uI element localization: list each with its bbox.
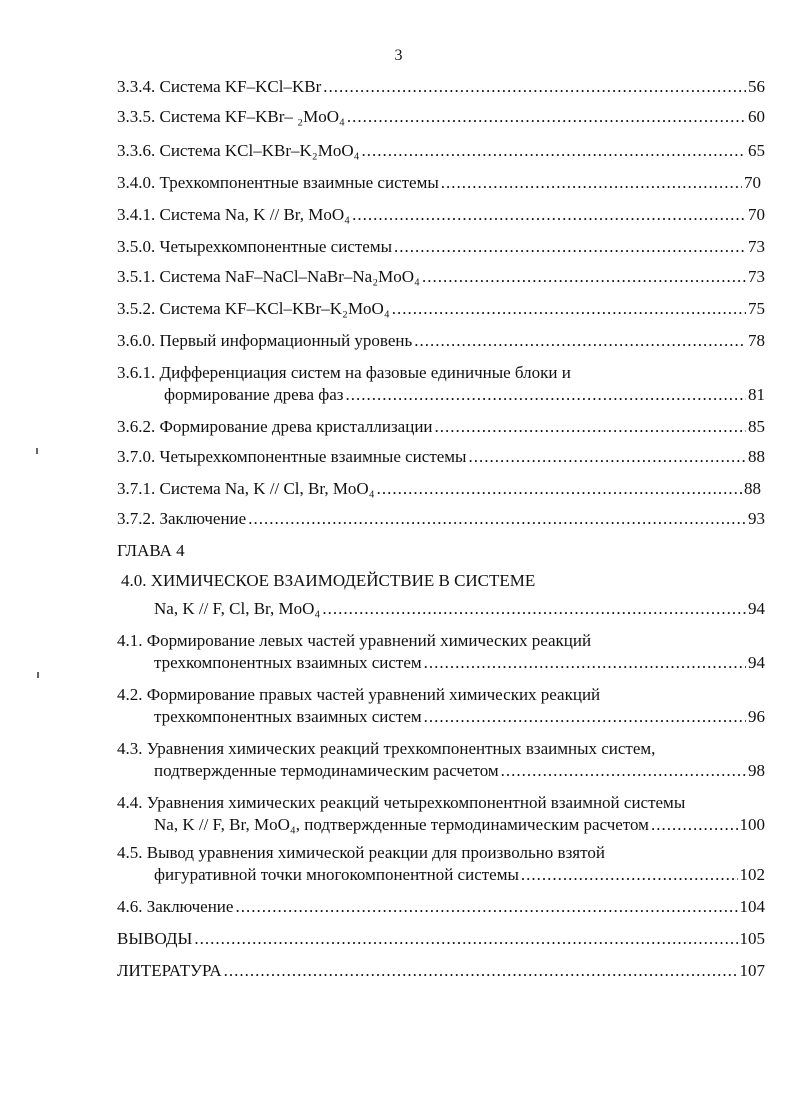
toc-entry-literature [117, 960, 765, 982]
toc-entry-number: 3.3.5. [117, 107, 156, 126]
toc-entry-second-line [154, 760, 765, 782]
toc-entry-number: 3.5.0. [117, 237, 156, 256]
toc-entry-title: Четырехкомпонентные взаимные системы [159, 447, 467, 466]
toc-entry-page: 96 [748, 707, 765, 726]
toc-entry-title: Заключение [146, 897, 234, 916]
toc-entry-title-continued: Na, K // F, Cl, Br, MoO₄ [154, 599, 321, 618]
toc-entry-number: 3.5.1. [117, 267, 156, 286]
toc-entry-page: 65 [748, 141, 765, 160]
toc-entry-number: 3.3.4. [117, 77, 156, 96]
toc-entry-page: 73 [748, 237, 765, 256]
toc-entry-page: 105 [739, 929, 765, 948]
page-number: 3 [394, 47, 403, 64]
toc-entry-title: Формирование левых частей уравнений химических реакций [146, 631, 592, 650]
toc-entry-first-line [117, 630, 591, 652]
toc-entry-title: Уравнения химических реакций четырехкомпонентной взаимной системы [146, 793, 686, 812]
toc-entry [117, 478, 761, 500]
toc-entry-page: 70 [744, 173, 761, 192]
toc-entry [117, 266, 765, 288]
toc-entry-page: 73 [748, 267, 765, 286]
toc-entry-title: Формирование древа кристаллизации [159, 417, 433, 436]
toc-entry-title: Система KF–KCl–KBr [159, 77, 322, 96]
toc-entry-title: Формирование правых частей уравнений химических реакций [146, 685, 601, 704]
toc-entry [117, 204, 765, 226]
toc-entry [117, 236, 765, 258]
toc-entry-number: 4.6. [117, 897, 143, 916]
toc-entry-number: 3.4.0. [117, 173, 156, 192]
toc-entry-second-line [154, 864, 765, 886]
chapter-section-heading [121, 570, 535, 592]
toc-entry-page: 60 [748, 107, 765, 126]
toc-entry [117, 416, 765, 438]
toc-entry [117, 446, 765, 468]
toc-entry-page: 93 [748, 509, 765, 528]
toc-entry-number: 3.4.1. [117, 205, 156, 224]
toc-entry-page: 94 [748, 599, 765, 618]
toc-entry-page: 104 [739, 897, 765, 916]
chapter-heading: ГЛАВА 4 [117, 541, 185, 560]
toc-entry [117, 896, 765, 918]
toc-entry-title: Вывод уравнения химической реакции для произвольно взятой [146, 843, 605, 862]
toc-entry-number: 4.0. [121, 571, 147, 590]
toc-entry [117, 298, 765, 320]
toc-entry-first-line [117, 362, 571, 384]
toc-entry-title: ЛИТЕРАТУРА [117, 961, 222, 980]
toc-entry [117, 106, 765, 128]
toc-entry-number: 4.5. [117, 843, 143, 862]
toc-entry-page: 70 [748, 205, 765, 224]
toc-entry-number: 3.7.0. [117, 447, 156, 466]
toc-entry [117, 508, 765, 530]
toc-entry-title: Первый информационный уровень [159, 331, 413, 350]
toc-entry-page: 75 [748, 299, 765, 318]
toc-entry-title-continued: трехкомпонентных взаимных систем [154, 653, 422, 672]
toc-entry-title: Система KF–KCl–KBr–K₂MoO₄ [159, 299, 390, 318]
toc-entry-title: Система KCl–KBr–K₂MoO₄ [159, 141, 360, 160]
chapter-section-heading-second-line [154, 598, 765, 620]
toc-entry-number: 3.6.2. [117, 417, 156, 436]
toc-entry-title: Уравнения химических реакций трехкомпонентных взаимных систем, [146, 739, 656, 758]
toc-entry-title: Дифференциация систем на фазовые единичные блоки и [159, 363, 571, 382]
toc-entry-title: ВЫВОДЫ [117, 929, 193, 948]
toc-entry-title-continued: формирование древа фаз [164, 385, 344, 404]
toc-entry-title: Система NaF–NaCl–NaBr–Na₂MoO₄ [159, 267, 420, 286]
toc-entry-page: 56 [748, 77, 765, 96]
toc-entry-title: ХИМИЧЕСКОЕ ВЗАИМОДЕЙСТВИЕ В СИСТЕМЕ [150, 571, 536, 590]
toc-entry-title: Заключение [159, 509, 247, 528]
toc-entry-conclusions [117, 928, 765, 950]
toc-entry-title: Система KF–KBr– ₂MoO₄ [159, 107, 345, 126]
toc-entry [117, 140, 765, 162]
toc-entry-page: 88 [744, 479, 761, 498]
toc-entry-page: 107 [739, 961, 765, 980]
toc-entry [117, 76, 765, 98]
toc-entry-number: 4.4. [117, 793, 143, 812]
toc-entry [117, 172, 761, 194]
toc-entry-second-line [164, 384, 765, 406]
toc-entry-number: 3.7.1. [117, 479, 156, 498]
toc-entry-page: 98 [748, 761, 765, 780]
toc-entry-first-line [117, 842, 605, 864]
toc-entry-second-line [154, 814, 765, 836]
toc-entry-number: 4.3. [117, 739, 143, 758]
toc-entry-first-line [117, 792, 685, 814]
scan-artifact [37, 672, 39, 678]
toc-entry-first-line [117, 738, 655, 760]
toc-entry [117, 330, 765, 352]
toc-entry-number: 3.5.2. [117, 299, 156, 318]
toc-entry-title: Трехкомпонентные взаимные системы [159, 173, 439, 192]
toc-entry-number: 3.6.0. [117, 331, 156, 350]
toc-entry-number: 3.3.6. [117, 141, 156, 160]
toc-entry-page: 78 [748, 331, 765, 350]
toc-entry-title: Четырехкомпонентные системы [159, 237, 393, 256]
toc-entry-title-continued: Na, K // F, Br, MoO₄, подтвержденные термодинамическим расчетом [154, 815, 649, 834]
toc-entry-page: 88 [748, 447, 765, 466]
toc-entry-title: Система Na, K // Br, MoO₄ [159, 205, 351, 224]
toc-entry-title-continued: трехкомпонентных взаимных систем [154, 707, 422, 726]
toc-entry-second-line [154, 706, 765, 728]
toc-entry-title-continued: подтвержденные термодинамическим расчетом [154, 761, 499, 780]
toc-entry-title: Система Na, K // Cl, Br, MoO₄ [159, 479, 375, 498]
toc-entry-second-line [154, 652, 765, 674]
toc-entry-title-continued: фигуративной точки многокомпонентной системы [154, 865, 519, 884]
scan-artifact [36, 448, 38, 454]
toc-entry-number: 3.7.2. [117, 509, 156, 528]
toc-entry-page: 94 [748, 653, 765, 672]
toc-entry-number: 4.2. [117, 685, 143, 704]
toc-entry-first-line [117, 684, 600, 706]
toc-entry-number: 3.6.1. [117, 363, 156, 382]
toc-entry-page: 81 [748, 385, 765, 404]
toc-entry-number: 4.1. [117, 631, 143, 650]
toc-entry-page: 102 [739, 865, 765, 884]
toc-entry-page: 100 [739, 815, 765, 834]
toc-entry-page: 85 [748, 417, 765, 436]
